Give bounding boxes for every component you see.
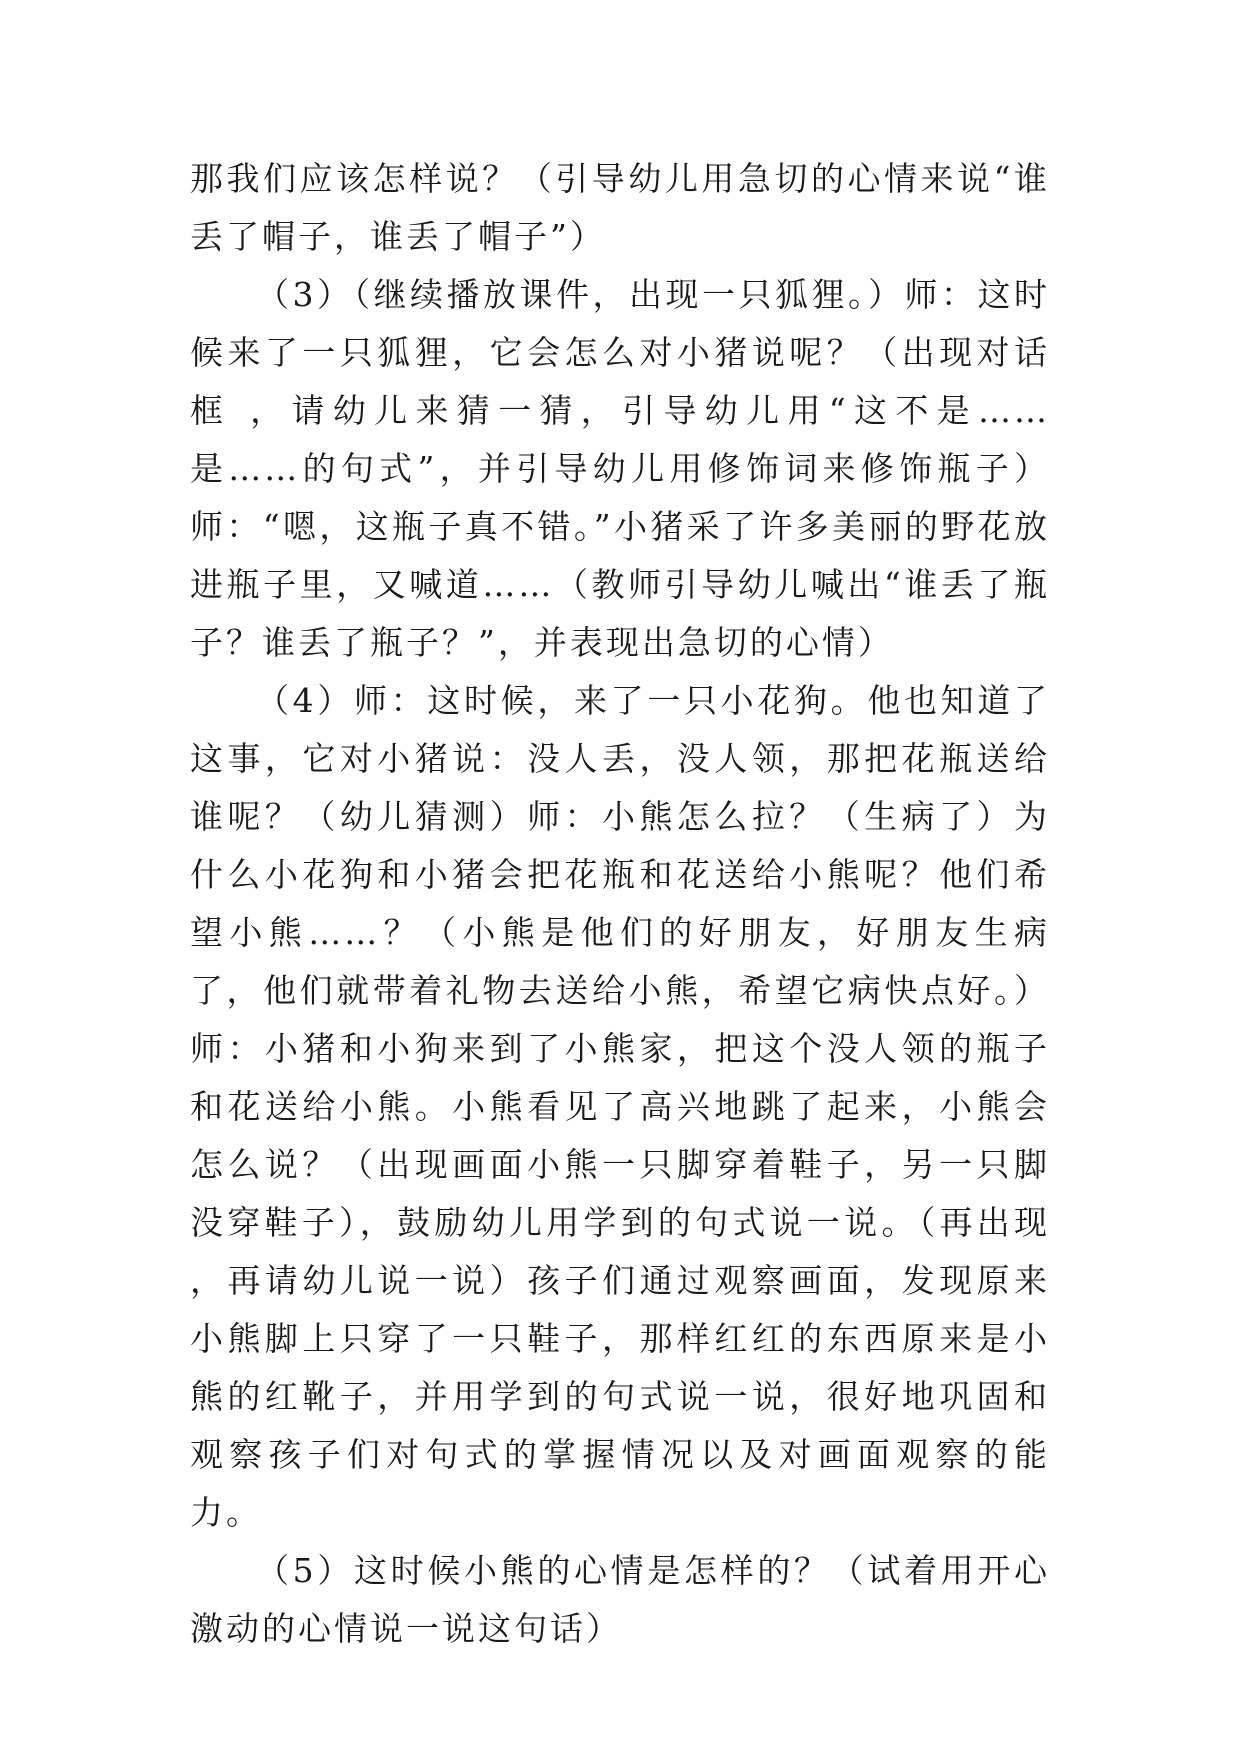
paragraph-1: 那我们应该怎样说？（引导幼儿用急切的心情来说“谁丢了帽子，谁丢了帽子”） bbox=[190, 159, 1050, 256]
paragraph-4: （5）这时候小熊的心情是怎样的？（试着用开心激动的心情说一说这句话） bbox=[190, 1551, 1050, 1648]
document-body bbox=[190, 150, 1050, 1658]
paragraph-2: （3）（继续播放课件，出现一只狐狸。）师：这时候来了一只狐狸，它会怎么对小猪说呢？（出现对话框 ，请幼儿来猜一猜，引导幼儿用“这不是……是……的句式”，并引导幼儿用修饰词来修饰瓶子）师：“嗯，这瓶子真不错。”小猪采了许多美丽的野花放进瓶子里，又喊道……（教师引导幼儿喊出“谁丢了瓶子？谁丢了瓶子？”，并表现出急切的心情） bbox=[190, 275, 1050, 662]
paragraph-3: （4）师：这时候，来了一只小花狗。他也知道了这事，它对小猪说：没人丢，没人领，那把花瓶送给谁呢？（幼儿猜测）师：小熊怎么拉？（生病了）为什么小花狗和小猪会把花瓶和花送给小熊呢？他们希望小熊……？（小熊是他们的好朋友，好朋友生病了，他们就带着礼物去送给小熊，希望它病快点好。）师：小猪和小狗来到了小熊家，把这个没人领的瓶子和花送给小熊。小熊看见了高兴地跳了起来，小熊会怎么说？（出现画面小熊一只脚穿着鞋子，另一只脚没穿鞋子），鼓励幼儿用学到的句式说一说。（再出现 ，再请幼儿说一说）孩子们通过观察画面，发现原来小熊脚上只穿了一只鞋子，那样红红的东西原来是小熊的红靴子，并用学到的句式说一说，很好地巩固和观察孩子们对句式的掌握情况以及对画面观察的能力。 bbox=[190, 681, 1050, 1532]
